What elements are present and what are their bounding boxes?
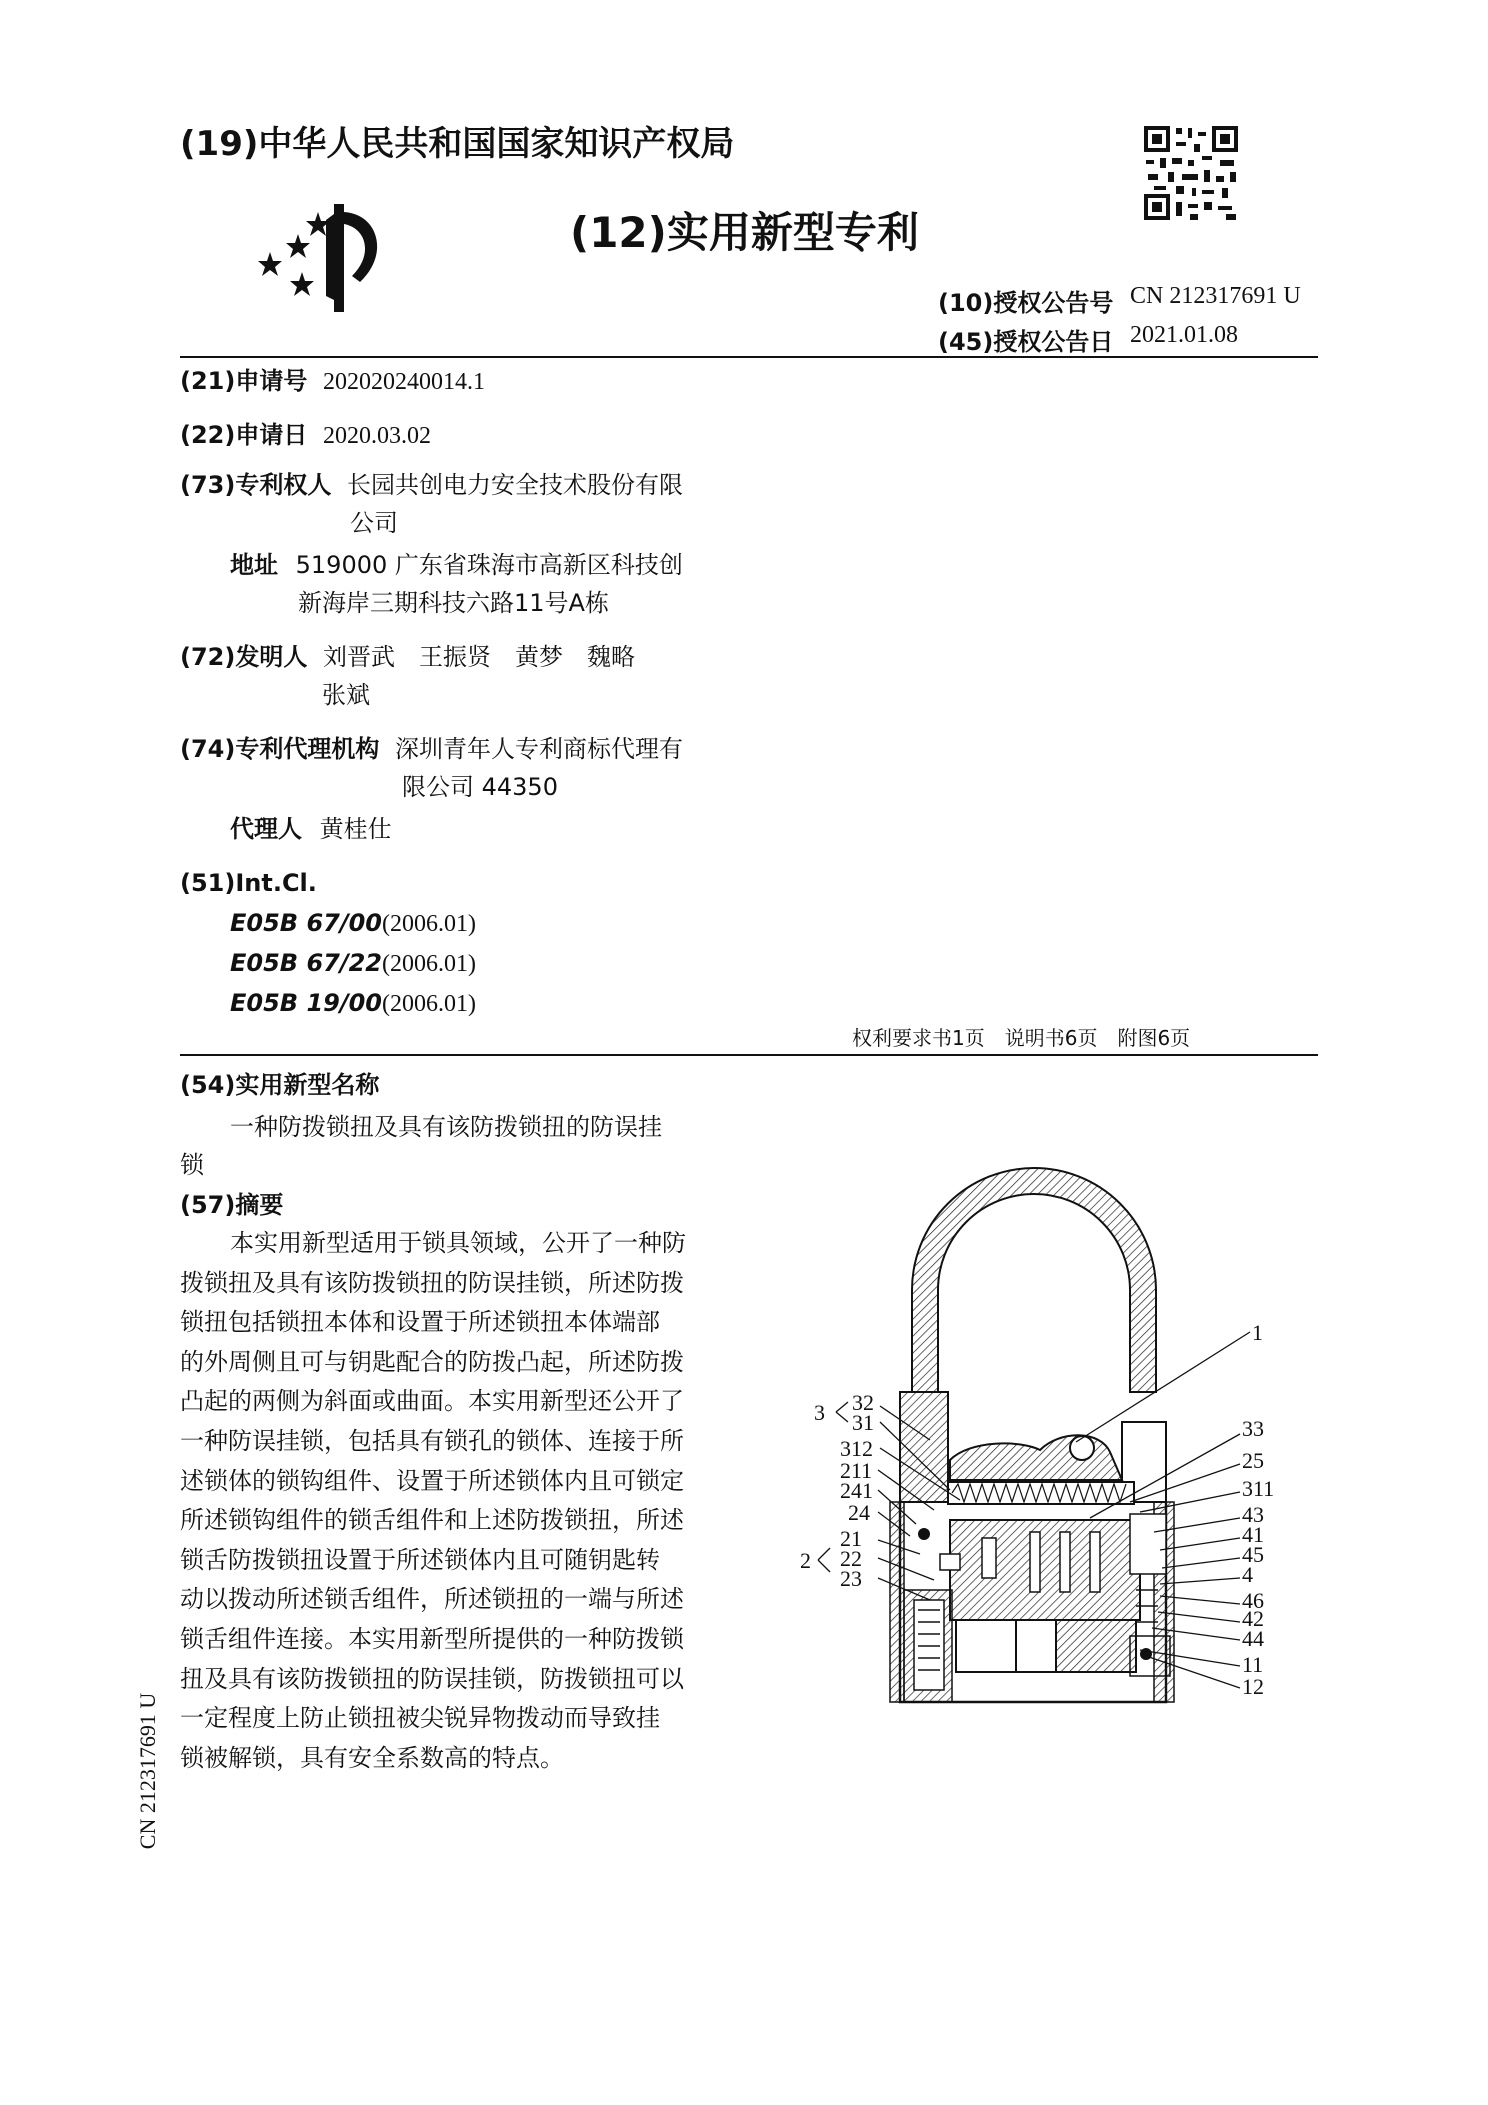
abstract-line: 所述锁钩组件的锁舌组件和上述防拨锁扭，所述	[180, 1506, 684, 1535]
cnipa-logo	[248, 200, 388, 318]
intcl-item	[230, 906, 476, 941]
side-publication-number: CN 212317691 U	[135, 1692, 160, 1850]
application-date: 2020.03.02	[322, 423, 431, 449]
abstract-text	[180, 1224, 686, 1778]
callout-label: 31	[852, 1410, 874, 1435]
title-label: (54)实用新型名称	[180, 1071, 380, 1099]
abstract-line: 锁被解锁，具有安全系数高的特点。	[180, 1743, 564, 1772]
abstract-line: 的外周侧且可与钥匙配合的防拨凸起，所述防拨	[180, 1347, 684, 1376]
abstract-line: 凸起的两侧为斜面或曲面。本实用新型还公开了	[180, 1387, 684, 1416]
application-number-row	[180, 364, 485, 399]
application-date-row	[180, 418, 431, 453]
application-number-label: (21)申请号	[180, 367, 308, 395]
utility-model-title-line-1: 一种防拨锁扭及具有该防拨锁扭的防误挂	[230, 1113, 662, 1141]
agent-row	[230, 812, 392, 846]
callout-label: 23	[840, 1566, 862, 1591]
callout-label: 25	[1242, 1448, 1264, 1473]
intcl-version: (2006.01)	[382, 911, 476, 937]
agency-label: (74)专利代理机构	[180, 735, 380, 763]
callout-label: 33	[1242, 1416, 1264, 1441]
abstract-label: (57)摘要	[180, 1191, 284, 1219]
callout-label: 45	[1242, 1542, 1264, 1567]
biblio-divider	[180, 1054, 1318, 1056]
address-label: 地址	[230, 551, 278, 579]
callout-label: 1	[1252, 1320, 1263, 1345]
address-line-1: 519000 广东省珠海市高新区科技创	[295, 551, 683, 579]
agency-row	[180, 732, 683, 766]
application-date-label: (22)申请日	[180, 421, 308, 449]
intcl-code: E05B 67/00	[230, 909, 383, 937]
patentee-line-1: 长园共创电力安全技术股份有限	[346, 471, 683, 499]
inventors-label: (72)发明人	[180, 643, 308, 671]
padlock-figure	[800, 1160, 1320, 1720]
abstract-line: 拨锁扭及具有该防拨锁扭的防误挂锁，所述防拨	[180, 1268, 684, 1297]
utility-model-title-line-2: 锁	[180, 1151, 204, 1179]
agency-line-1: 深圳青年人专利商标代理有	[394, 735, 683, 763]
patentee-line-2: 公司	[350, 509, 398, 537]
abstract-line: 述锁体的锁钩组件、设置于所述锁体内且可锁定	[180, 1466, 684, 1495]
publication-number: CN 212317691 U	[1130, 283, 1301, 309]
publication-number-label: (10)授权公告号	[938, 289, 1114, 317]
publication-date-label: (45)授权公告日	[938, 328, 1114, 356]
agent-label: 代理人	[230, 815, 302, 843]
callout-label: 41	[1242, 1522, 1264, 1547]
agent-name: 黄桂仕	[319, 815, 392, 843]
abstract-line: 锁舌组件连接。本实用新型所提供的一种防拨锁	[180, 1624, 684, 1653]
callout-label: 32	[852, 1390, 874, 1415]
callout-label: 22	[840, 1546, 862, 1571]
agency-line-2: 限公司 44350	[402, 773, 558, 801]
intcl-row	[180, 866, 317, 900]
callout-label: 42	[1242, 1606, 1264, 1631]
document-type: (12)实用新型专利	[570, 208, 919, 257]
callout-label: 12	[1242, 1674, 1264, 1699]
callout-label: 311	[1242, 1476, 1275, 1501]
publication-date: 2021.01.08	[1130, 322, 1238, 348]
intcl-version: (2006.01)	[382, 951, 476, 977]
callout-label: 44	[1242, 1626, 1264, 1651]
inventors-row	[180, 640, 635, 674]
callout-label: 21	[840, 1526, 862, 1551]
abstract-line: 本实用新型适用于锁具领域，公开了一种防	[230, 1229, 686, 1257]
callout-label: 3	[814, 1400, 825, 1425]
callout-label: 4	[1242, 1562, 1253, 1587]
qr-code	[1142, 124, 1240, 222]
address-row	[230, 548, 683, 582]
intcl-item	[230, 986, 476, 1021]
intcl-code: E05B 67/22	[230, 949, 383, 977]
abstract-line: 一种防误挂锁，包括具有锁孔的锁体、连接于所	[180, 1426, 684, 1455]
inventors-line-1: 刘晋武 王振贤 黄梦 魏略	[322, 643, 635, 671]
abstract-line: 一定程度上防止锁扭被尖锐异物拨动而导致挂	[180, 1704, 660, 1733]
intcl-code: E05B 19/00	[230, 989, 383, 1017]
callout-label: 43	[1242, 1502, 1264, 1527]
intcl-version: (2006.01)	[382, 991, 476, 1017]
intcl-label: (51)Int.Cl.	[180, 869, 317, 897]
abstract-line: 锁舌防拨锁扭设置于所述锁体内且可随钥匙转	[180, 1545, 660, 1574]
callout-label: 24	[848, 1500, 870, 1525]
abstract-line: 锁扭包括锁扭本体和设置于所述锁扭本体端部	[180, 1308, 660, 1337]
callout-label: 211	[840, 1458, 873, 1483]
page-counts: 权利要求书1页 说明书6页 附图6页	[852, 1026, 1191, 1050]
address-line-2: 新海岸三期科技六路11号A栋	[298, 589, 609, 617]
inventors-line-2: 张斌	[322, 681, 370, 709]
intcl-item	[230, 946, 476, 981]
callout-label: 241	[840, 1478, 873, 1503]
callout-label: 312	[840, 1436, 873, 1461]
patentee-row	[180, 468, 683, 502]
callout-label: 11	[1242, 1652, 1264, 1677]
office-name: (19)中华人民共和国国家知识产权局	[180, 124, 735, 164]
abstract-line: 动以拨动所述锁舌组件，所述锁扭的一端与所述	[180, 1585, 684, 1614]
header-divider	[180, 356, 1318, 358]
callout-label: 2	[800, 1548, 811, 1573]
application-number: 202020240014.1	[322, 369, 485, 395]
abstract-line: 扭及具有该防拨锁扭的防误挂锁，防拨锁扭可以	[180, 1664, 684, 1693]
patentee-label: (73)专利权人	[180, 471, 332, 499]
callout-label: 46	[1242, 1588, 1264, 1613]
